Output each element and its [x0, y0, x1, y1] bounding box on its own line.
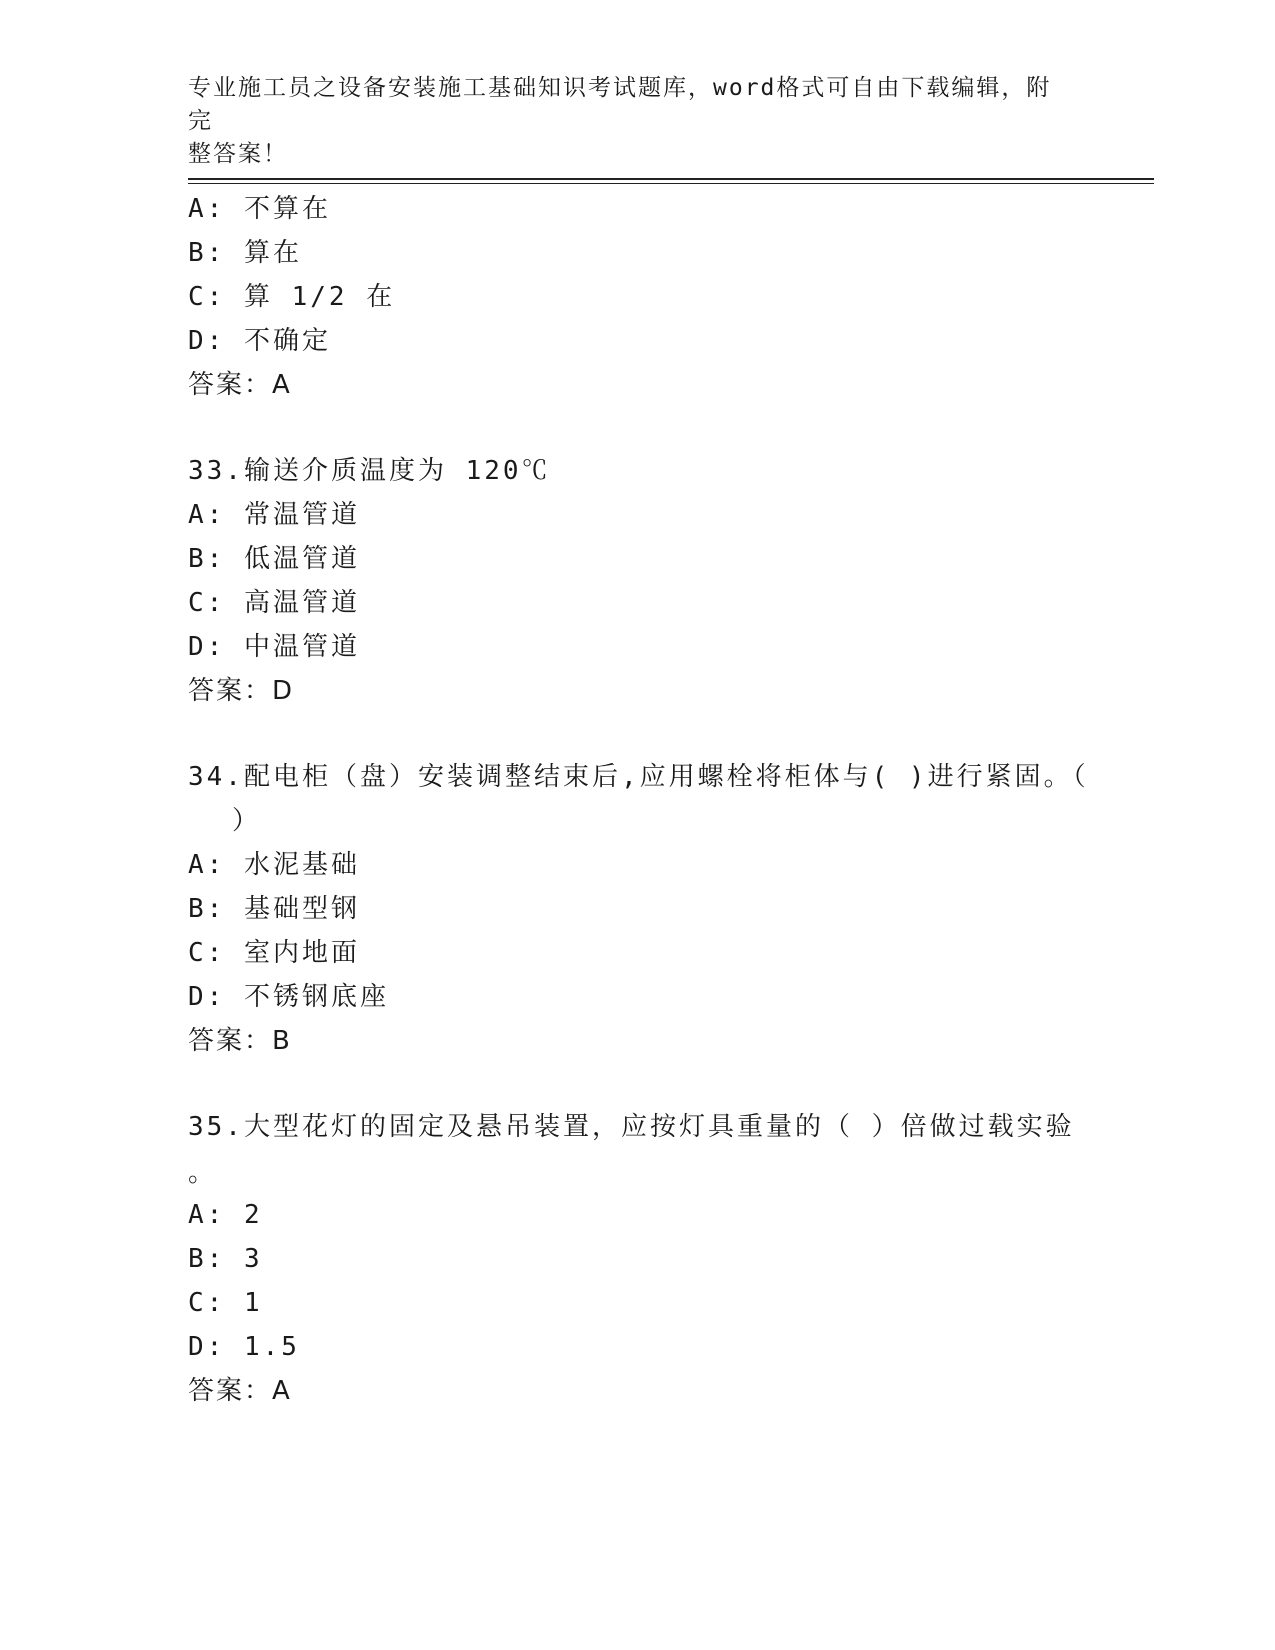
q32-answer: 答案：A: [188, 370, 292, 400]
q32-option-d: D: 不确定: [188, 326, 331, 356]
header-divider-thin: [188, 183, 1154, 184]
q32-option-a: A: 不算在: [188, 194, 331, 224]
header-title-line-1: 专业施工员之设备安装施工基础知识考试题库，word格式可自由下载编辑，附完: [188, 75, 1052, 134]
q33-option-d: D: 中温管道: [188, 632, 360, 662]
q34-option-d: D: 不锈钢底座: [188, 982, 389, 1012]
header-title-line-2: 整答案！: [188, 141, 288, 167]
q33-question: 33.输送介质温度为 120℃: [188, 456, 551, 486]
q34-option-c: C: 室内地面: [188, 938, 360, 968]
q32-option-c: C: 算 1/2 在: [188, 282, 396, 312]
q34-answer: 答案：B: [188, 1026, 292, 1056]
q35-option-b: B: 3: [188, 1244, 263, 1274]
q33-option-b: B: 低温管道: [188, 544, 360, 574]
q35-option-c: C: 1: [188, 1288, 263, 1318]
q33-option-a: A: 常温管道: [188, 500, 360, 530]
q35-answer: 答案：A: [188, 1376, 292, 1406]
q34-question-line-2: ）: [232, 806, 262, 836]
q34-option-b: B: 基础型钢: [188, 894, 360, 924]
q32-option-b: B: 算在: [188, 238, 302, 268]
q34-option-a: A: 水泥基础: [188, 850, 360, 880]
q35-question-line-2: 。: [188, 1158, 218, 1188]
header-divider: [188, 178, 1154, 180]
q35-question-line-1: 35.大型花灯的固定及悬吊装置，应按灯具重量的（ ）倍做过载实验: [188, 1112, 1075, 1142]
document-header: [188, 72, 1068, 171]
q34-question-line-1: 34.配电柜（盘）安装调整结束后,应用螺栓将柜体与( )进行紧固。（: [188, 762, 1089, 792]
q33-option-c: C: 高温管道: [188, 588, 360, 618]
q35-option-a: A: 2: [188, 1200, 263, 1230]
q33-answer: 答案：D: [188, 676, 295, 706]
q35-option-d: D: 1.5: [188, 1332, 300, 1362]
